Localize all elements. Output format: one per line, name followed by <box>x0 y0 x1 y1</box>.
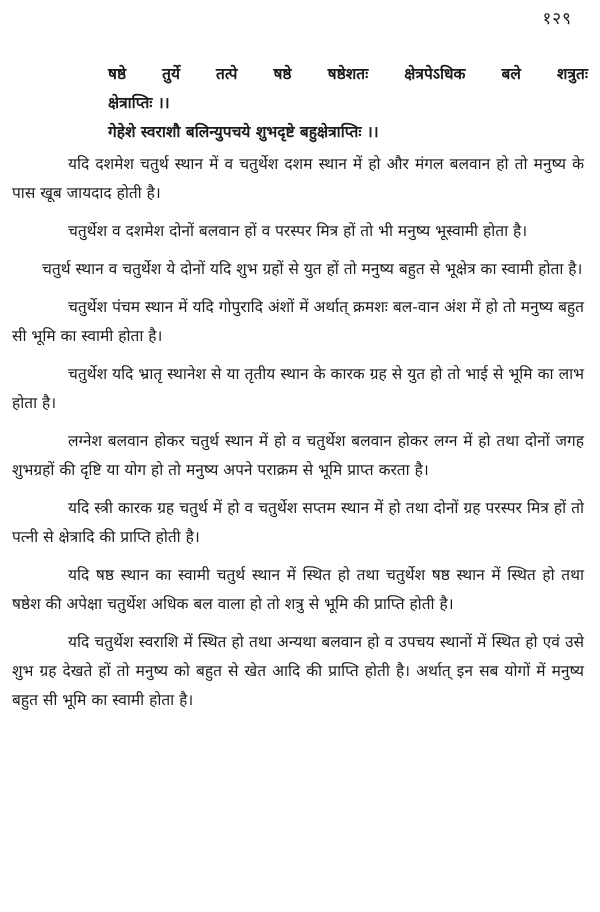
verse-line: क्षेत्राप्तिः ।। <box>108 94 170 112</box>
paragraph: यदि चतुर्थेश स्वराशि में स्थित हो तथा अन्यथा बलवान हो व उपचय स्थानों में स्थित हो एवं उसे शुभ ग्रह देखते हों तो मनुष्य को बहुत से खेत आदि की प्राप्ति होती है। अर्थात् इन सब योगों में मनुष्य बहुत सी भूमि का स्वामी होता है। <box>12 633 584 709</box>
paragraph: यदि षष्ठ स्थान का स्वामी चतुर्थ स्थान में स्थित हो तथा चतुर्थेश षष्ठ स्थान में स्थित हो तथा षष्ठेश की अपेक्षा चतुर्थेश अधिक बल वाला हो तो शत्रु से भूमि की प्राप्ति होती है। <box>12 566 584 613</box>
paragraph: चतुर्थ स्थान व चतुर्थेश ये दोनों यदि शुभ ग्रहों से युत हों तो मनुष्य बहुत से भूक्षेत्र का स्वामी होता है। <box>42 260 583 278</box>
paragraph: चतुर्थेश यदि भ्रातृ स्थानेश से या तृतीय स्थान के कारक ग्रह से युत हो तो भाई से भूमि का लाभ होता है। <box>12 365 584 412</box>
page-number: १२९ <box>542 9 572 29</box>
paragraph: चतुर्थेश व दशमेश दोनों बलवान हों व परस्पर मित्र हों तो भी मनुष्य भूस्वामी होता है। <box>68 222 528 240</box>
paragraph: चतुर्थेश पंचम स्थान में यदि गोपुरादि अंशों में अर्थात् क्रमशः बल-वान अंश में हो तो मनुष्य बहुत सी भूमि का स्वामी होता है। <box>12 298 584 345</box>
verse-line: गेहेशे स्वराशौ बलिन्युपचये शुभदृष्टे बहुक्षेत्राप्तिः ।। <box>108 123 379 141</box>
paragraph: यदि दशमेश चतुर्थ स्थान में व चतुर्थेश दशम स्थान में हो और मंगल बलवान हो तो मनुष्य के पास खूब जायदाद होती है। <box>12 155 585 202</box>
sanskrit-verse-block <box>108 60 588 147</box>
paragraph: यदि स्त्री कारक ग्रह चतुर्थ में हो व चतुर्थेश सप्तम स्थान में हो तथा दोनों ग्रह परस्पर मित्र हों तो पत्नी से क्षेत्रादि की प्राप्ति होती है। <box>12 499 584 546</box>
paragraph: लग्नेश बलवान होकर चतुर्थ स्थान में हो व चतुर्थेश बलवान होकर लग्न में हो तथा दोनों जगह शुभग्रहों की दृष्टि या योग हो तो मनुष्य अपने पराक्रम से भूमि प्राप्त करता है। <box>12 432 584 479</box>
verse-line: षष्ठे तुर्ये तत्पे षष्ठे षष्ठेशतः क्षेत्रपेऽधिक बले शत्रुतः <box>108 65 588 83</box>
body-text <box>12 150 584 724</box>
